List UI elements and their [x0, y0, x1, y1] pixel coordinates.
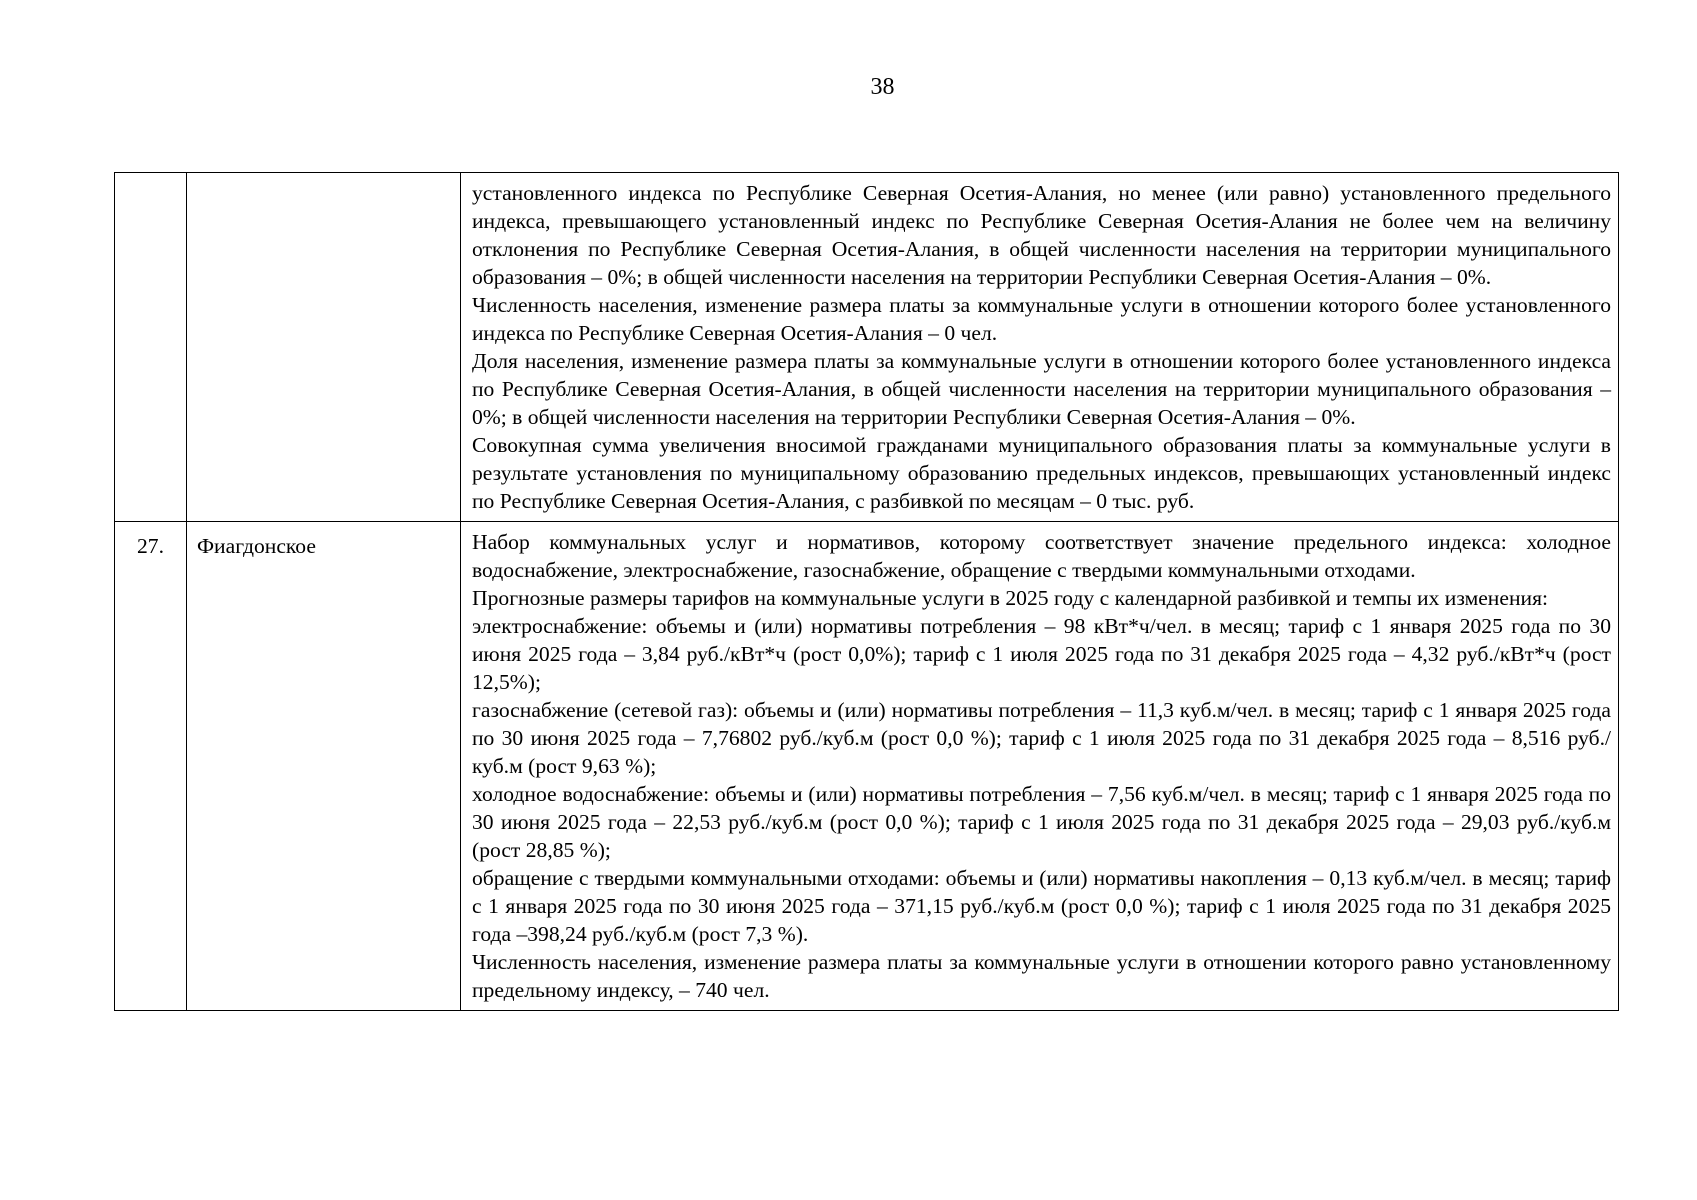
- paragraph: холодное водоснабжение: объемы и (или) нормативы потребления – 7,56 куб.м/чел. в месяц; тариф с 1 января 2025 года по 30 июня 2025 года – 22,53 руб./куб.м (рост 0,0 %); тариф с 1 июля 2025 года по 31 декабря 2025 года – 29,03 руб./куб.м (рост 28,85 %);: [472, 782, 1611, 862]
- paragraph: Численность населения, изменение размера платы за коммунальные услуги в отношении которого равно установленному предельному индексу, – 740 чел.: [472, 950, 1611, 1002]
- row-number: [115, 173, 187, 522]
- municipality-name: [187, 173, 461, 522]
- paragraph: Прогнозные размеры тарифов на коммунальные услуги в 2025 году с календарной разбивкой и темпы их изменения:: [472, 586, 1548, 610]
- paragraph: Доля населения, изменение размера платы за коммунальные услуги в отношении которого более установленного индекса по Республике Северная Осетия-Алания, в общей численности населения на территории муниципального образования – 0%; в общей численности населения на территории Республики Северная Осетия-Алания – 0%.: [472, 349, 1611, 429]
- paragraph: Совокупная сумма увеличения вносимой гражданами муниципального образования платы за коммунальные услуги в результате установления по муниципальному образованию предельных индексов, превышающих установленный индекс по Республике Северная Осетия-Алания, с разбивкой по месяцам – 0 тыс. руб.: [472, 433, 1611, 513]
- paragraph: газоснабжение (сетевой газ): объемы и (или) нормативы потребления – 11,3 куб.м/чел. в месяц; тариф с 1 января 2025 года по 30 июня 2025 года – 7,76802 руб./куб.м (рост 0,0 %); тариф с 1 июля 2025 года по 31 декабря 2025 года – 8,516 руб./куб.м (рост 9,63 %);: [472, 698, 1611, 778]
- table-row: [115, 522, 1619, 1011]
- municipal-index-table: [114, 172, 1619, 1011]
- row-number: 27.: [115, 522, 187, 1011]
- page-number: 38: [870, 74, 895, 100]
- paragraph: электроснабжение: объемы и (или) нормативы потребления – 98 кВт*ч/чел. в месяц; тариф с 1 января 2025 года по 30 июня 2025 года – 3,84 руб./кВт*ч (рост 0,0%); тариф с 1 июля 2025 года по 31 декабря 2025 года – 4,32 руб./кВт*ч (рост 12,5%);: [472, 614, 1611, 694]
- paragraph: установленного индекса по Республике Северная Осетия-Алания, но менее (или равно) установленного предельного индекса, превышающего установленный индекс по Республике Северная Осетия-Алания не более чем на величину отклонения по Республике Северная Осетия-Алания, в общей численности населения на территории муниципального образования – 0%; в общей численности населения на территории Республики Северная Осетия-Алания – 0%.: [472, 181, 1611, 289]
- row-description: [461, 522, 1619, 1011]
- paragraph: Набор коммунальных услуг и нормативов, которому соответствует значение предельного индекса: холодное водоснабжение, электроснабжение, газоснабжение, обращение с твердыми коммунальными отходами.: [472, 530, 1611, 582]
- paragraph: Численность населения, изменение размера платы за коммунальные услуги в отношении которого более установленного индекса по Республике Северная Осетия-Алания – 0 чел.: [472, 293, 1611, 345]
- municipality-name: Фиагдонское: [187, 522, 461, 1011]
- row-description: [461, 173, 1619, 522]
- paragraph: обращение с твердыми коммунальными отходами: объемы и (или) нормативы накопления – 0,13 куб.м/чел. в месяц; тариф с 1 января 2025 года по 30 июня 2025 года – 371,15 руб./куб.м (рост 0,0 %); тариф с 1 июля 2025 года по 31 декабря 2025 года –398,24 руб./куб.м (рост 7,3 %).: [472, 866, 1611, 946]
- table-row: [115, 173, 1619, 522]
